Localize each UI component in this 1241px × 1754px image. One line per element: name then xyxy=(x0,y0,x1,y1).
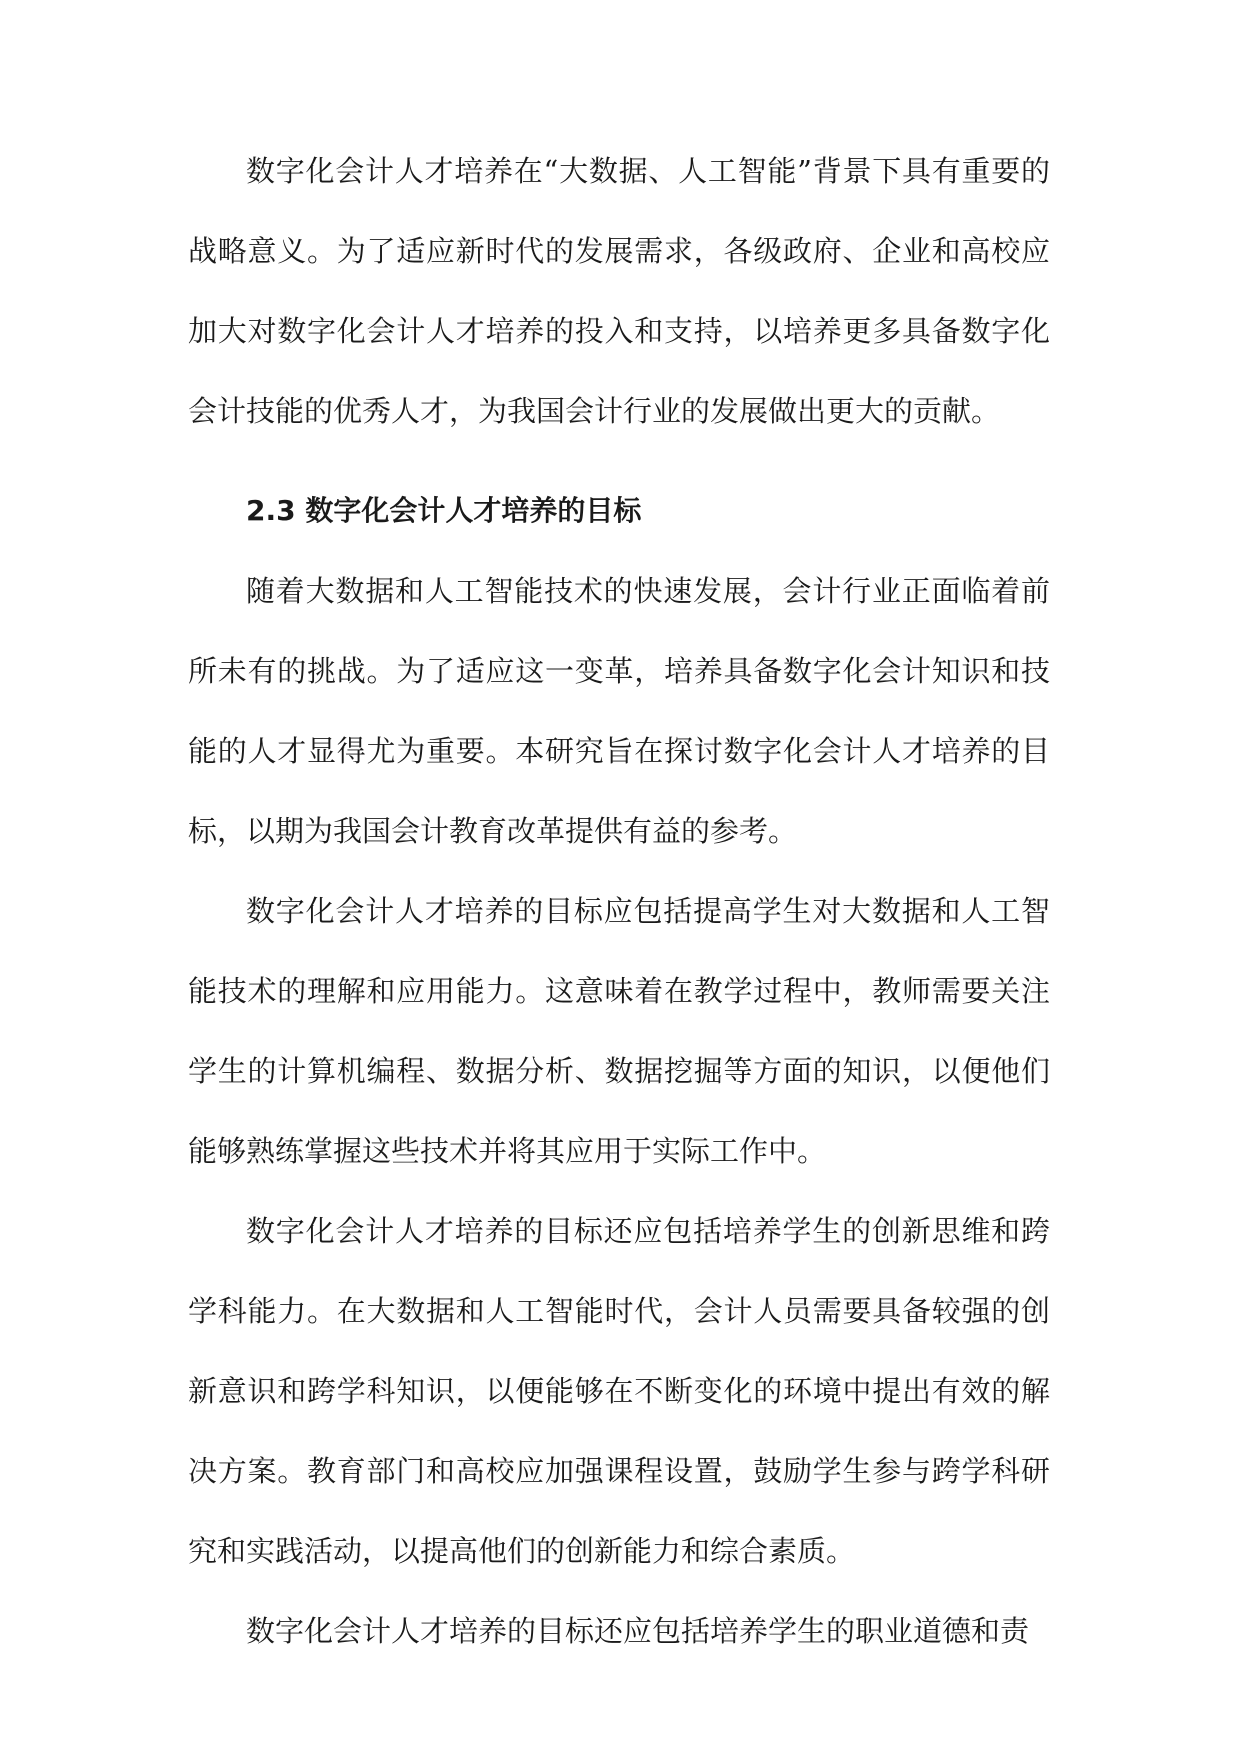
document-body xyxy=(188,131,1050,1671)
section-heading: 2.3 数字化会计人才培养的目标 xyxy=(246,494,642,527)
paragraph-professional-ethics: 数字化会计人才培养的目标还应包括培养学生的职业道德和责 xyxy=(246,1614,1030,1648)
paragraph-strategic-significance: 数字化会计人才培养在“大数据、人工智能”背景下具有重要的战略意义。为了适应新时代的发展需求，各级政府、企业和高校应加大对数字化会计人才培养的投入和支持，以培养更多具备数字化会计技能的优秀人才，为我国会计行业的发展做出更大的贡献。 xyxy=(188,154,1050,428)
paragraph-technical-ability: 数字化会计人才培养的目标应包括提高学生对大数据和人工智能技术的理解和应用能力。这意味着在教学过程中，教师需要关注学生的计算机编程、数据分析、数据挖掘等方面的知识，以便他们能够熟练掌握这些技术并将其应用于实际工作中。 xyxy=(188,894,1050,1168)
paragraph-research-purpose: 随着大数据和人工智能技术的快速发展，会计行业正面临着前所未有的挑战。为了适应这一变革，培养具备数字化会计知识和技能的人才显得尤为重要。本研究旨在探讨数字化会计人才培养的目标，以期为我国会计教育改革提供有益的参考。 xyxy=(188,574,1050,848)
paragraph-innovation-ability: 数字化会计人才培养的目标还应包括培养学生的创新思维和跨学科能力。在大数据和人工智能时代，会计人员需要具备较强的创新意识和跨学科知识，以便能够在不断变化的环境中提出有效的解决方案。教育部门和高校应加强课程设置，鼓励学生参与跨学科研究和实践活动，以提高他们的创新能力和综合素质。 xyxy=(188,1214,1050,1568)
